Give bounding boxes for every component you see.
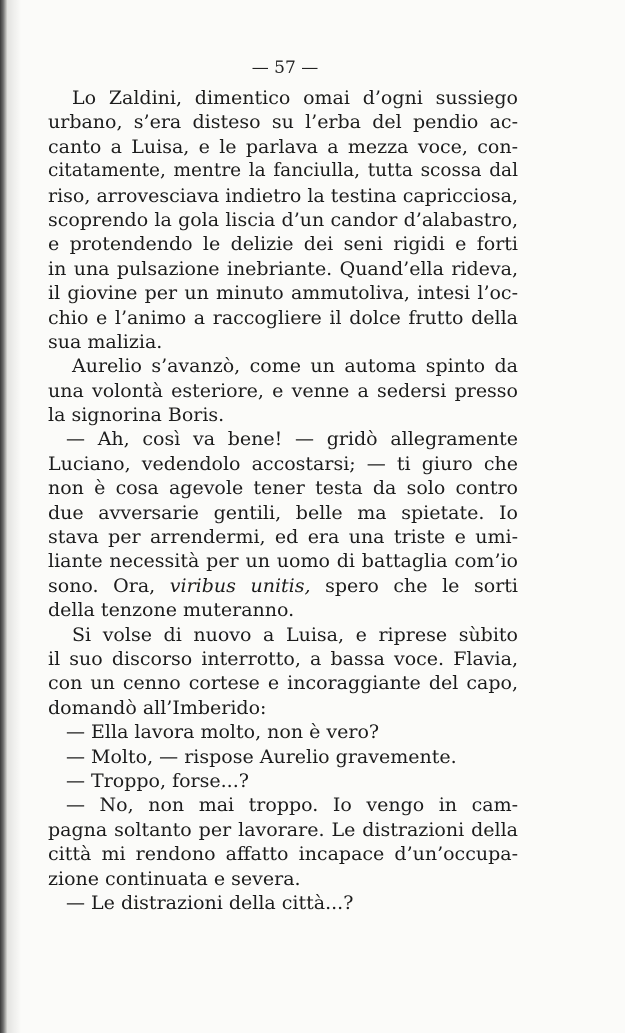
text-line: scoprendo la gola liscia d’un candor d’alabastro, (48, 208, 518, 231)
page-binding-edge (0, 0, 7, 1033)
text-line: chio e l’animo a raccogliere il dolce frutto della (48, 306, 518, 329)
text-line: Aurelio s’avanzò, come un automa spinto da (72, 355, 518, 378)
text-line: Si volse di nuovo a Luisa, e riprese sùbito (72, 623, 518, 646)
text-line: — Ah, così va bene! — gridò allegramente (66, 428, 518, 451)
text-line: città mi rendono affatto incapace d’un’occupa- (48, 843, 518, 866)
text-line: la signorina Boris. (48, 404, 225, 427)
text-line: — Troppo, forse...? (66, 769, 249, 792)
text-line: citatamente, mentre la fanciulla, tutta scossa dal (48, 160, 518, 182)
text-line: riso, arrovesciava indietro la testina capricciosa, (48, 184, 518, 207)
text-segment: spero che le sorti (310, 574, 518, 597)
text-line: due avversarie gentili, belle ma spietate. Io (48, 501, 518, 524)
text-line: Luciano, vedendolo accostarsi; — ti giuro che (48, 452, 518, 475)
text-line: non è cosa agevole tener testa da solo contro (48, 477, 518, 500)
italic-phrase: viribus unitis, (169, 574, 311, 597)
text-line: della tenzone muteranno. (48, 599, 295, 622)
text-line: pagna soltanto per lavorare. Le distrazioni della (48, 818, 518, 841)
text-line: e protendendo le delizie dei seni rigidi e forti (48, 233, 518, 256)
text-line: liante necessità per un uomo di battaglia com’io (48, 550, 518, 573)
text-segment: sono. Ora, (48, 574, 170, 597)
text-line: sua malizia. (48, 330, 163, 353)
text-line: urbano, s’era disteso su l’erba del pendio ac- (48, 111, 518, 134)
text-line: — Le distrazioni della città...? (66, 891, 354, 914)
text-line: in una pulsazione inebriante. Quand’ella rideva, (48, 257, 518, 280)
text-line: — No, non mai troppo. Io vengo in cam- (66, 794, 518, 817)
text-line: una volontà esteriore, e venne a sedersi presso (48, 379, 518, 402)
text-line: Lo Zaldini, dimentico omai d’ogni sussiego (72, 87, 518, 109)
text-line: il suo discorso interrotto, a bassa voce. Flavia, (48, 647, 518, 670)
text-line: il giovine per un minuto ammutoliva, intesi l’oc- (48, 282, 518, 305)
page-binding-shadow (7, 0, 21, 1033)
text-line: stava per arrendermi, ed era una triste e umi- (48, 526, 518, 549)
text-line: zione continuata e severa. (48, 867, 301, 890)
text-line: — Molto, — rispose Aurelio gravemente. (66, 745, 457, 768)
page-number: — 57 — (251, 58, 319, 78)
text-line: — Ella lavora molto, non è vero? (66, 721, 380, 744)
text-line (48, 574, 518, 598)
text-line: domandò all’Imberido: (48, 696, 267, 719)
text-line: canto a Luisa, e le parlava a mezza voce, con- (48, 135, 518, 158)
body-text (48, 86, 518, 915)
text-line: con un cenno cortese e incoraggiante del capo, (48, 672, 518, 695)
